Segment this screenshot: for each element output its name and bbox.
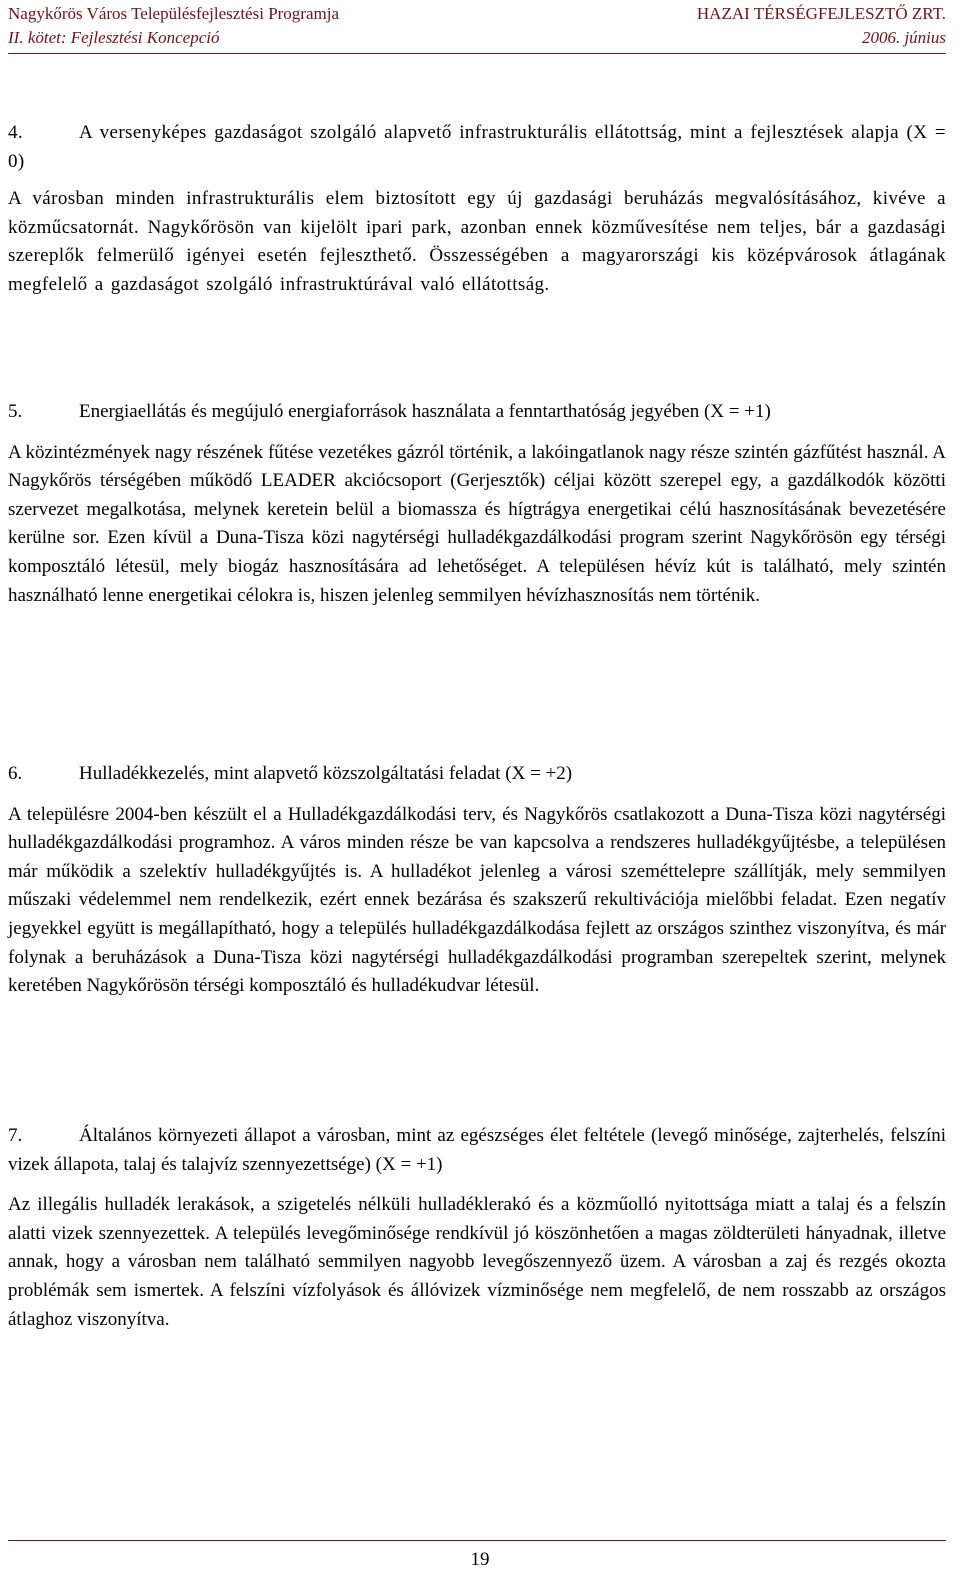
section-paragraph: Az illegális hulladék lerakások, a szigetelés nélküli hulladéklerakó és a közműolló nyitottsága miatt a talaj és a felszín alatti vizek szennyezettek. A település levegőminősége rendkívül jó köszönhetően a magas zöldterületi hányadnak, illetve annak, hogy a városban nem található semmilyen nagyobb levegőszennyező üzem. A városban a zaj és rezgés okozta problémák sem ismertek. A felszíni vízfolyások és állóvizek vízminősége nem megfelelő, de nem rosszabb az országos átlaghoz viszonyítva. <box>8 1194 946 1330</box>
section-heading <box>8 119 946 176</box>
section-paragraph: A városban minden infrastrukturális elem biztosított egy új gazdasági beruházás megvalósításához, kivéve a közműcsatornát. Nagykőrösön van kijelölt ipari park, azonban ennek közművesítése nem teljes, bár a gazdasági szereplők felmerülő igényei esetén fejleszthető. Összességében a magyarországi kis középvárosok átlagának megfelelő a gazdaságot szolgáló infrastruktúrával való ellátottság. <box>8 188 946 295</box>
section-number: 6. <box>8 763 23 784</box>
page-header <box>8 0 946 50</box>
section-5 <box>8 398 946 610</box>
header-program-title: Nagykőrös Város Településfejlesztési Programja <box>8 4 340 23</box>
page-number: 19 <box>470 1549 490 1570</box>
section-paragraph: A településre 2004-ben készült el a Hulladékgazdálkodási terv, és Nagykőrös csatlakozott a Duna-Tisza közi nagytérségi hulladékgazdálkodási programhoz. A város minden része be van kapcsolva a rendszeres hulladékgyűjtésbe, a településen már működik a szelektív hulladékgyűjtés is. A hulladékot jelenleg a városi szeméttelepre szállítják, mely semmilyen műszaki védelemmel nem rendelkezik, ezért ennek bezárása és szakszerű rekultivációja mielőbbi feladat. Ezen negatív jegyekkel együtt is megállapítható, hogy a település hulladékgazdálkodása fejlett az országos szinthez viszonyítva, és már folynak a beruházások a Duna-Tisza közi nagytérségi hulladékgazdálkodási programban szerepeltek szerint, melynek keretében Nagykőrösön térségi komposztáló és hulladékudvar létesül. <box>8 803 946 997</box>
section-number: 7. <box>8 1125 23 1146</box>
section-heading <box>8 760 946 789</box>
header-company: HAZAI TÉRSÉGFEJLESZTŐ ZRT. <box>696 4 946 23</box>
section-6 <box>8 760 946 1001</box>
section-title: A versenyképes gazdaságot szolgáló alapvető infrastrukturális ellátottság, mint a fejlesztések alapja (X = 0) <box>8 122 946 172</box>
section-number: 5. <box>8 401 23 422</box>
header-top-row <box>8 2 946 26</box>
section-paragraph: A közintézmények nagy részének fűtése vezetékes gázról történik, a lakóingatlanok nagy része szintén gázfűtést használ. A Nagykőrös térségében működő LEADER akciócsoport (Gerjesztők) céljai között szerepel egy, a gazdálkodók közötti szervezet megalkotása, melynek keretein belül a biomassza és hígtrágya energetikai célú hasznosításának bevezetésére kerülne sor. Ezen kívül a Duna-Tisza közi nagytérségi hulladékgazdálkodási program szerint Nagykőrösön egy térségi komposztáló létesül, mely biogáz hasznosítására ad lehetőséget. A településen hévíz kút is található, mely szintén használható lenne energetikai célokra is, hiszen jelenleg semmilyen hévízhasznosítás nem történik. <box>8 441 946 606</box>
section-title: Energiaellátás és megújuló energiaforrások használata a fenntarthatóság jegyében (X = +1) <box>79 401 771 422</box>
section-title: Hulladékkezelés, mint alapvető közszolgáltatási feladat (X = +2) <box>79 763 573 784</box>
header-divider <box>8 53 946 54</box>
header-date: 2006. június <box>861 28 946 47</box>
section-7 <box>8 1122 946 1334</box>
footer-divider <box>8 1540 946 1541</box>
section-title: Általános környezeti állapot a városban, mint az egészséges élet feltétele (levegő minősége, zajterhelés, felszíni vizek állapota, talaj és talajvíz szennyezettsége) (X = +1) <box>8 1125 946 1175</box>
header-volume: II. kötet: Fejlesztési Koncepció <box>8 28 220 47</box>
section-number: 4. <box>8 122 24 143</box>
header-bottom-row <box>8 26 946 50</box>
section-heading <box>8 398 946 427</box>
section-4 <box>8 119 946 300</box>
section-heading <box>8 1122 946 1179</box>
